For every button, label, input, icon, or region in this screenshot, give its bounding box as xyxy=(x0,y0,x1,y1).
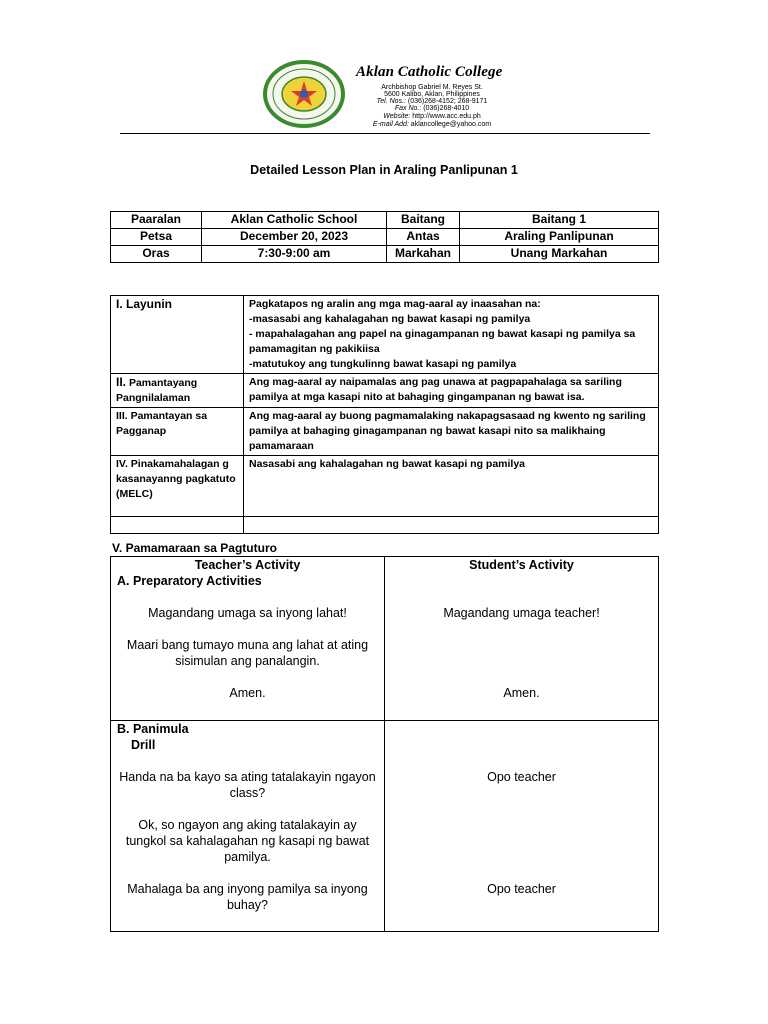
document-title: Detailed Lesson Plan in Araling Panlipunan 1 xyxy=(250,163,518,177)
melc-text: Nasasabi ang kahalagahan ng bawat kasapi ng pamilya xyxy=(244,456,659,517)
empty-cell xyxy=(244,517,659,534)
info-label: Paaralan xyxy=(111,212,202,229)
info-row xyxy=(111,212,659,229)
layunin-label: I. Layunin xyxy=(111,296,244,374)
info-row xyxy=(111,246,659,263)
teacher-line: Maari bang tumayo muna ang lahat at ating sisimulan ang panalangin. xyxy=(126,638,369,668)
info-label: Oras xyxy=(111,246,202,263)
pagganap-label: III. Pamantayan sa Pagganap xyxy=(111,408,244,456)
info-value: Aklan Catholic School xyxy=(202,212,387,229)
activity-row xyxy=(111,557,659,721)
info-row xyxy=(111,229,659,246)
student-cell xyxy=(385,721,659,932)
info-label: Petsa xyxy=(111,229,202,246)
address-line-1: Archbishop Gabriel M. Reyes St. xyxy=(381,84,483,91)
info-value: 7:30-9:00 am xyxy=(202,246,387,263)
school-name: Aklan Catholic College xyxy=(356,64,503,80)
layunin-line: -matutukoy ang tungkulinng bawat kasapi ng pamilya xyxy=(249,358,517,370)
student-line: Amen. xyxy=(503,686,540,700)
objectives-table xyxy=(110,295,659,534)
activity-table xyxy=(110,556,659,932)
address-line-2: 5600 Kalibo, Aklan, Philippines xyxy=(384,91,480,98)
telephone-line: Tel. Nos.: (036)268-4152; 268-9171 xyxy=(376,98,488,105)
website-line: Website: http://www.acc.edu.ph xyxy=(383,113,481,120)
email-line: E-mail Add: aklancollege@yahoo.com xyxy=(372,121,492,128)
header-divider xyxy=(120,133,650,134)
student-line: Magandang umaga teacher! xyxy=(443,606,600,620)
teacher-line: Mahalaga ba ang inyong pamilya sa inyong buhay? xyxy=(127,882,368,912)
layunin-text xyxy=(244,296,659,374)
objective-row xyxy=(111,456,659,517)
preparatory-label: A. Preparatory Activities xyxy=(117,574,262,588)
lesson-info-table xyxy=(110,211,659,263)
melc-label: IV. Pinakamahalagan g kasanayanng pagkatuto (MELC) xyxy=(111,456,244,517)
teacher-line: Handa na ba kayo sa ating tatalakayin ngayon class? xyxy=(119,770,376,800)
empty-cell xyxy=(111,517,244,534)
student-cell xyxy=(385,557,659,721)
objective-row xyxy=(111,517,659,534)
student-header: Student’s Activity xyxy=(469,558,574,572)
panimula-label: B. Panimula xyxy=(117,722,189,736)
student-line: Opo teacher xyxy=(487,882,556,896)
teacher-header: Teacher’s Activity xyxy=(194,558,301,572)
fax-line: Fax No.: (036)268-4010 xyxy=(394,105,470,112)
info-label: Antas xyxy=(387,229,460,246)
objective-row xyxy=(111,374,659,408)
activity-row xyxy=(111,721,659,932)
pamantayang-text: Ang mag-aaral ay naipamalas ang pag unawa at pagpapahalaga sa sariling pamilya at mga kasapi nito at bahaging gingampanan ng bawat isa. xyxy=(244,374,659,408)
teacher-line: Amen. xyxy=(229,686,266,700)
layunin-line: - mapahalagahan ang papel na ginagampanan ng bawat kasapi ng pamilya sa pamamagitan ng pakikiisa xyxy=(249,328,636,355)
objective-row xyxy=(111,296,659,374)
section-heading: V. Pamamaraan sa Pagtuturo xyxy=(112,541,277,555)
teacher-cell xyxy=(111,721,385,932)
info-value: Unang Markahan xyxy=(460,246,659,263)
layunin-line: Pagkatapos ng aralin ang mga mag-aaral ay inaasahan na: xyxy=(249,298,541,310)
info-label: Markahan xyxy=(387,246,460,263)
layunin-line: -masasabi ang kahalagahan ng bawat kasapi ng pamilya xyxy=(249,313,531,325)
school-seal-logo xyxy=(263,60,345,128)
teacher-line: Magandang umaga sa inyong lahat! xyxy=(148,606,347,620)
teacher-cell xyxy=(111,557,385,721)
student-line: Opo teacher xyxy=(487,770,556,784)
teacher-line: Ok, so ngayon ang aking tatalakayin ay tungkol sa kahalagahan ng kasapi ng bawat pamilya. xyxy=(125,818,370,864)
info-label: Baitang xyxy=(387,212,460,229)
pamantayang-label: II. Pamantayang Pangnilalaman xyxy=(111,374,244,408)
drill-label: Drill xyxy=(131,738,156,752)
info-value: Araling Panlipunan xyxy=(460,229,659,246)
info-value: December 20, 2023 xyxy=(202,229,387,246)
objective-row xyxy=(111,408,659,456)
pagganap-text: Ang mag-aaral ay buong pagmamalaking nakapagsasaad ng kwento ng sariling pamilya at bahaging ginagampanan ng bawat kasapi nito sa malikhaing pamamaraan xyxy=(244,408,659,456)
info-value: Baitang 1 xyxy=(460,212,659,229)
